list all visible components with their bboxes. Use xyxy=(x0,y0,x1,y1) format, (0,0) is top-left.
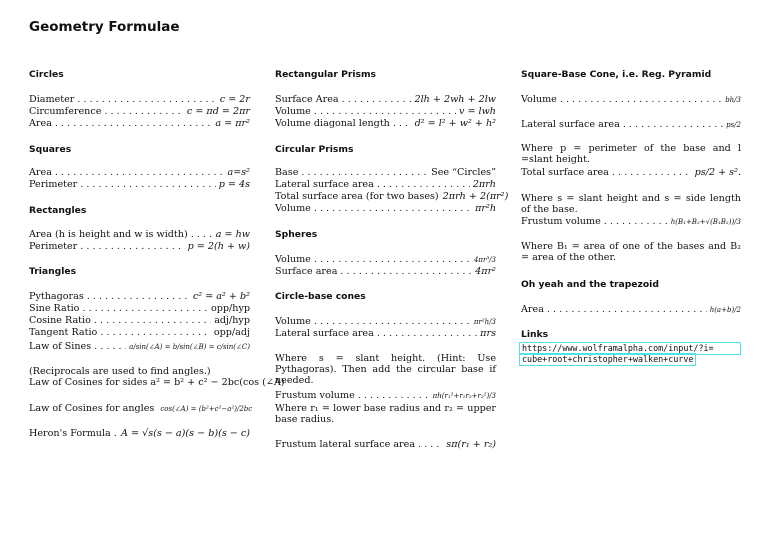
formula-value: πh(r₁²+r₁r₂+r₂²)/3 xyxy=(432,392,496,400)
formula-value: adj/hyp xyxy=(214,315,250,326)
sphere-volume-row xyxy=(275,254,496,266)
squares-perimeter-row xyxy=(29,179,250,190)
formula-value: cos(∠A) = (b²+c²−a²)/2bc xyxy=(160,405,253,413)
formula-label: Volume xyxy=(275,254,311,265)
formula-value: sπ(r₁ + r₂) xyxy=(446,439,496,450)
formula-label: Volume xyxy=(275,316,311,327)
link-line-1[interactable]: https://www.wolframalpha.com/input/?i= xyxy=(522,343,714,353)
formula-label: Tangent Ratio xyxy=(29,327,98,338)
squares-heading: Squares xyxy=(29,144,72,155)
formula-value: a = πr² xyxy=(215,118,250,129)
cone-volume-row xyxy=(275,316,496,328)
formula-value: opp/adj xyxy=(213,327,250,338)
squares-area-row xyxy=(29,167,250,178)
radius-note: Where r₁ = lower base radius and r₂ = upper base radius. xyxy=(275,403,496,425)
trapezoid-area-row xyxy=(521,304,741,316)
formula-label: Lateral surface area xyxy=(521,119,620,130)
formula-value: 4πr² xyxy=(475,266,496,277)
triangles-tangent-row xyxy=(29,327,250,338)
formula-label: Pythagoras xyxy=(29,291,84,302)
formula-label: Volume xyxy=(275,203,311,214)
formula-value: h(a+b)/2 xyxy=(709,306,741,314)
formula-value: πr²h xyxy=(475,203,496,214)
page-title: Geometry Formulae xyxy=(29,19,180,35)
formula-value: c = πd = 2πr xyxy=(186,106,250,117)
law-of-cosines-sides: Law of Cosines for sides a² = b² + c² − 2bc(cos (∠A) xyxy=(29,377,285,388)
trapezoid-heading: Oh yeah and the trapezoid xyxy=(521,279,659,290)
formula-value: v = lwh xyxy=(458,106,496,117)
circ-prism-base-row xyxy=(275,167,496,178)
rectangles-area-row xyxy=(29,229,250,240)
side-length-note: Where s = slant height and s = side length of the base. xyxy=(521,193,741,215)
formula-value: c = 2r xyxy=(219,94,250,105)
bases-note: Where B₁ = area of one of the bases and B₂ = area of the other. xyxy=(521,241,741,263)
circ-prism-lateral-row xyxy=(275,179,496,190)
circ-prism-volume-row xyxy=(275,203,496,214)
formula-label: Law of Cosines for angles xyxy=(29,403,155,414)
cones-heading: Circle-base cones xyxy=(275,291,366,302)
formula-value: 4πr³/3 xyxy=(473,256,496,264)
formula-value: a/sin(∠A) = b/sin(∠B) = c/sin(∠C) xyxy=(129,343,250,351)
cone-lateral-row xyxy=(275,328,496,339)
formula-label: Total surface area (for two bases) xyxy=(275,191,439,202)
circ-prism-total-row xyxy=(275,191,509,202)
formula-value: c² = a² + b² xyxy=(192,291,250,302)
formula-label: Lateral surface area xyxy=(275,179,374,190)
formula-label: Total surface area xyxy=(521,167,609,178)
rect-prism-diagonal-row xyxy=(275,118,496,129)
wolfram-link-continued[interactable] xyxy=(519,353,696,366)
formula-label: Perimeter xyxy=(29,179,78,190)
pyramid-total-row xyxy=(521,167,741,178)
formula-label: Law of Sines xyxy=(29,341,92,352)
pyramid-frustum-row xyxy=(521,216,741,228)
formula-label: Area (h is height and w is width) xyxy=(29,229,188,240)
rect-prism-surface-row xyxy=(275,94,496,105)
circles-circumference-row xyxy=(29,106,250,117)
formula-label: Surface area xyxy=(275,266,338,277)
formula-value: a = hw xyxy=(215,229,250,240)
circles-diameter-row xyxy=(29,94,250,105)
slant-height-note: Where s = slant height. (Hint: Use Pythagoras). Then add the circular base if needed. xyxy=(275,353,496,386)
circles-heading: Circles xyxy=(29,69,64,80)
formula-value: A = √s(s − a)(s − b)(s − c) xyxy=(121,428,250,439)
triangles-sine-row xyxy=(29,303,250,314)
formula-value: p = 2(h + w) xyxy=(187,241,250,252)
links-heading: Links xyxy=(521,329,549,340)
law-of-cosines-angles-row xyxy=(29,403,253,415)
formula-label: Volume xyxy=(521,94,557,105)
formula-label: Area xyxy=(29,118,52,129)
spheres-heading: Spheres xyxy=(275,229,318,240)
formula-label: Area xyxy=(521,304,544,315)
formula-value: p = 4s xyxy=(218,179,250,190)
formula-label: Frustum volume xyxy=(275,390,355,401)
formula-value: 2πrh + 2(πr²) xyxy=(442,191,509,202)
triangles-cosine-row xyxy=(29,315,250,326)
pyramid-lateral-row xyxy=(521,119,741,131)
formula-label: Heron's Formula xyxy=(29,428,111,439)
formula-value: πr²h/3 xyxy=(473,318,496,326)
formula-label: Cosine Ratio xyxy=(29,315,91,326)
pyramid-heading: Square-Base Cone, i.e. Reg. Pyramid xyxy=(521,69,712,80)
formula-value: ps/2 xyxy=(726,121,741,129)
rectangles-perimeter-row xyxy=(29,241,250,252)
formula-label: Frustum lateral surface area xyxy=(275,439,416,450)
formula-label: Surface Area xyxy=(275,94,339,105)
formula-value: d² = l² + w² + h² xyxy=(414,118,496,129)
formula-label: Circumference xyxy=(29,106,102,117)
rectangles-heading: Rectangles xyxy=(29,205,87,216)
triangles-heading: Triangles xyxy=(29,266,77,277)
formula-value: 2lh + 2wh + 2lw xyxy=(414,94,496,105)
formula-label: Volume diagonal length xyxy=(275,118,390,129)
formula-label: Lateral surface area xyxy=(275,328,374,339)
circ-prisms-heading: Circular Prisms xyxy=(275,144,354,155)
formula-value: See “Circles” xyxy=(431,167,496,178)
formula-label: Frustum volume xyxy=(521,216,601,227)
formula-label: Volume xyxy=(275,106,311,117)
circles-area-row xyxy=(29,118,250,129)
formula-value: h(B₁+B₂+√(B₁B₂))/3 xyxy=(670,218,741,226)
formula-value: bh/3 xyxy=(725,96,741,104)
pyramid-volume-row xyxy=(521,94,741,106)
herons-formula-row xyxy=(29,428,250,439)
formula-label: Sine Ratio xyxy=(29,303,80,314)
triangles-pythagoras-row xyxy=(29,291,250,302)
formula-value: πrs xyxy=(480,328,496,339)
link-line-2[interactable]: cube+root+christopher+walken+curve xyxy=(522,354,694,364)
formula-value: opp/hyp xyxy=(210,303,250,314)
formula-label: Area xyxy=(29,167,52,178)
rect-prism-volume-row xyxy=(275,106,496,117)
formula-label: Perimeter xyxy=(29,241,78,252)
formula-label: Diameter xyxy=(29,94,75,105)
perimeter-note: Where p = perimeter of the base and l =slant height. xyxy=(521,143,741,165)
formula-value: ps/2 + s². xyxy=(694,167,741,178)
formula-label: Base xyxy=(275,167,299,178)
reciprocals-note: (Reciprocals are used to find angles.) xyxy=(29,366,211,377)
cone-frustum-lateral-row xyxy=(275,439,496,450)
cone-frustum-volume-row xyxy=(275,390,496,402)
formula-value: 2πrh xyxy=(472,179,496,190)
formula-value: a=s² xyxy=(227,167,250,178)
triangles-law-of-sines-row xyxy=(29,341,250,353)
sphere-surface-row xyxy=(275,266,496,277)
rect-prisms-heading: Rectangular Prisms xyxy=(275,69,377,80)
